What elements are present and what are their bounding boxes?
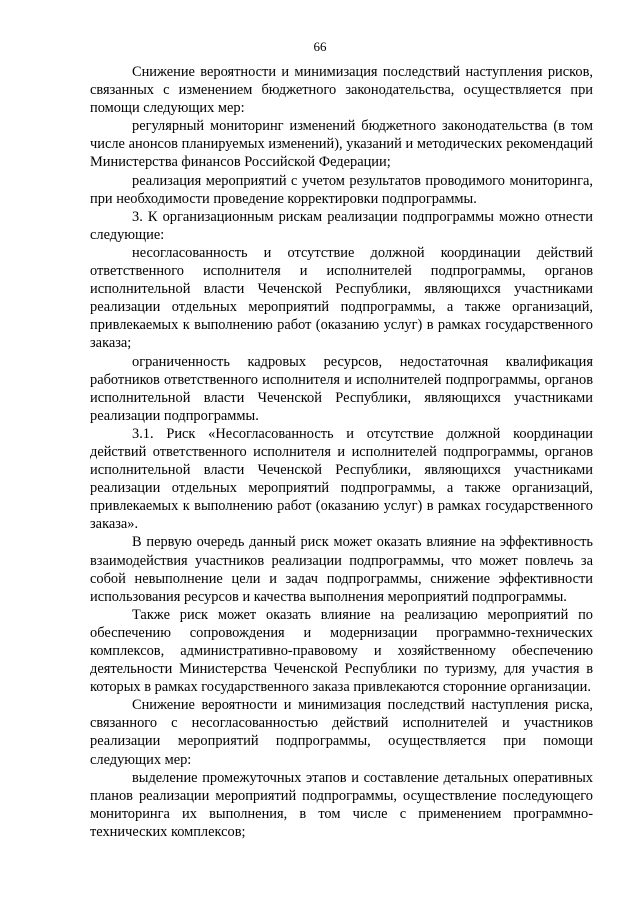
paragraph-monitoring-legislation: регулярный мониторинг изменений бюджетного законодательства (в том числе анонсов планируемых изменений), указаний и методических рекомендаций Министерства финансов Российской Федерации; bbox=[90, 118, 593, 171]
document-body bbox=[90, 63, 593, 841]
paragraph-limited-staff: ограниченность кадровых ресурсов, недостаточная квалификация работников ответственного исполнителя и исполнителей подпрограммы, органов исполнительной власти Чеченской Республики, являющихся участниками реализации подпрограммы. bbox=[90, 353, 593, 424]
paragraph-risk-modernization-impact: Также риск может оказать влияние на реализацию мероприятий по обеспечению сопровождения и модернизации программно-технических комплексов, административно-правовому и хозяйственному обеспечению деятельности Министерства Чеченской Республики по туризму, для участия в которых в рамках государственного заказа привлекаются сторонние организации. bbox=[90, 606, 593, 696]
paragraph-coordination-mitigation: Снижение вероятности и минимизация последствий наступления риска, связанного с несогласованностью действий исполнителей и участников реализации мероприятий подпрограммы, осуществляется при помощи следующих мер: bbox=[90, 697, 593, 768]
paragraph-risk-3-1: 3.1. Риск «Несогласованность и отсутствие должной координации действий ответственного исполнителя и исполнителей подпрограммы, органов исполнительной власти Чеченской Республики, являющихся участниками реализации отдельных мероприятий подпрограммы, а также организаций, привлекаемых к выполнению работ (оказанию услуг) в рамках государственного заказа». bbox=[90, 425, 593, 533]
page-number: 66 bbox=[313, 39, 327, 54]
paragraph-implementation-adjustment: реализация мероприятий с учетом результатов проводимого мониторинга, при необходимости проведение корректировки подпрограммы. bbox=[90, 172, 593, 207]
paragraph-intermediate-stages: выделение промежуточных этапов и составление детальных оперативных планов реализации мероприятий подпрограммы, осуществление последующего мониторинга их выполнения, в том числе с применением программно-технических комплексов; bbox=[90, 769, 593, 840]
paragraph-lack-of-coordination: несогласованность и отсутствие должной координации действий ответственного исполнителя и исполнителей подпрограммы, органов исполнительной власти Чеченской Республики, являющихся участниками реализации отдельных мероприятий подпрограммы, а также организаций, привлекаемых к выполнению работ (оказанию услуг) в рамках государственного заказа; bbox=[90, 244, 593, 352]
paragraph-risk-impact: В первую очередь данный риск может оказать влияние на эффективность взаимодействия участников реализации подпрограммы, что может повлечь за собой невыполнение цели и задач подпрограммы, снижение эффективности использования ресурсов и качества выполнения мероприятий подпрограммы. bbox=[90, 534, 593, 605]
paragraph-organizational-risks-heading: 3. К организационным рискам реализации подпрограммы можно отнести следующие: bbox=[90, 208, 593, 243]
paragraph-budget-risk-mitigation: Снижение вероятности и минимизация последствий наступления рисков, связанных с изменением бюджетного законодательства, осуществляется при помощи следующих мер: bbox=[90, 64, 593, 117]
